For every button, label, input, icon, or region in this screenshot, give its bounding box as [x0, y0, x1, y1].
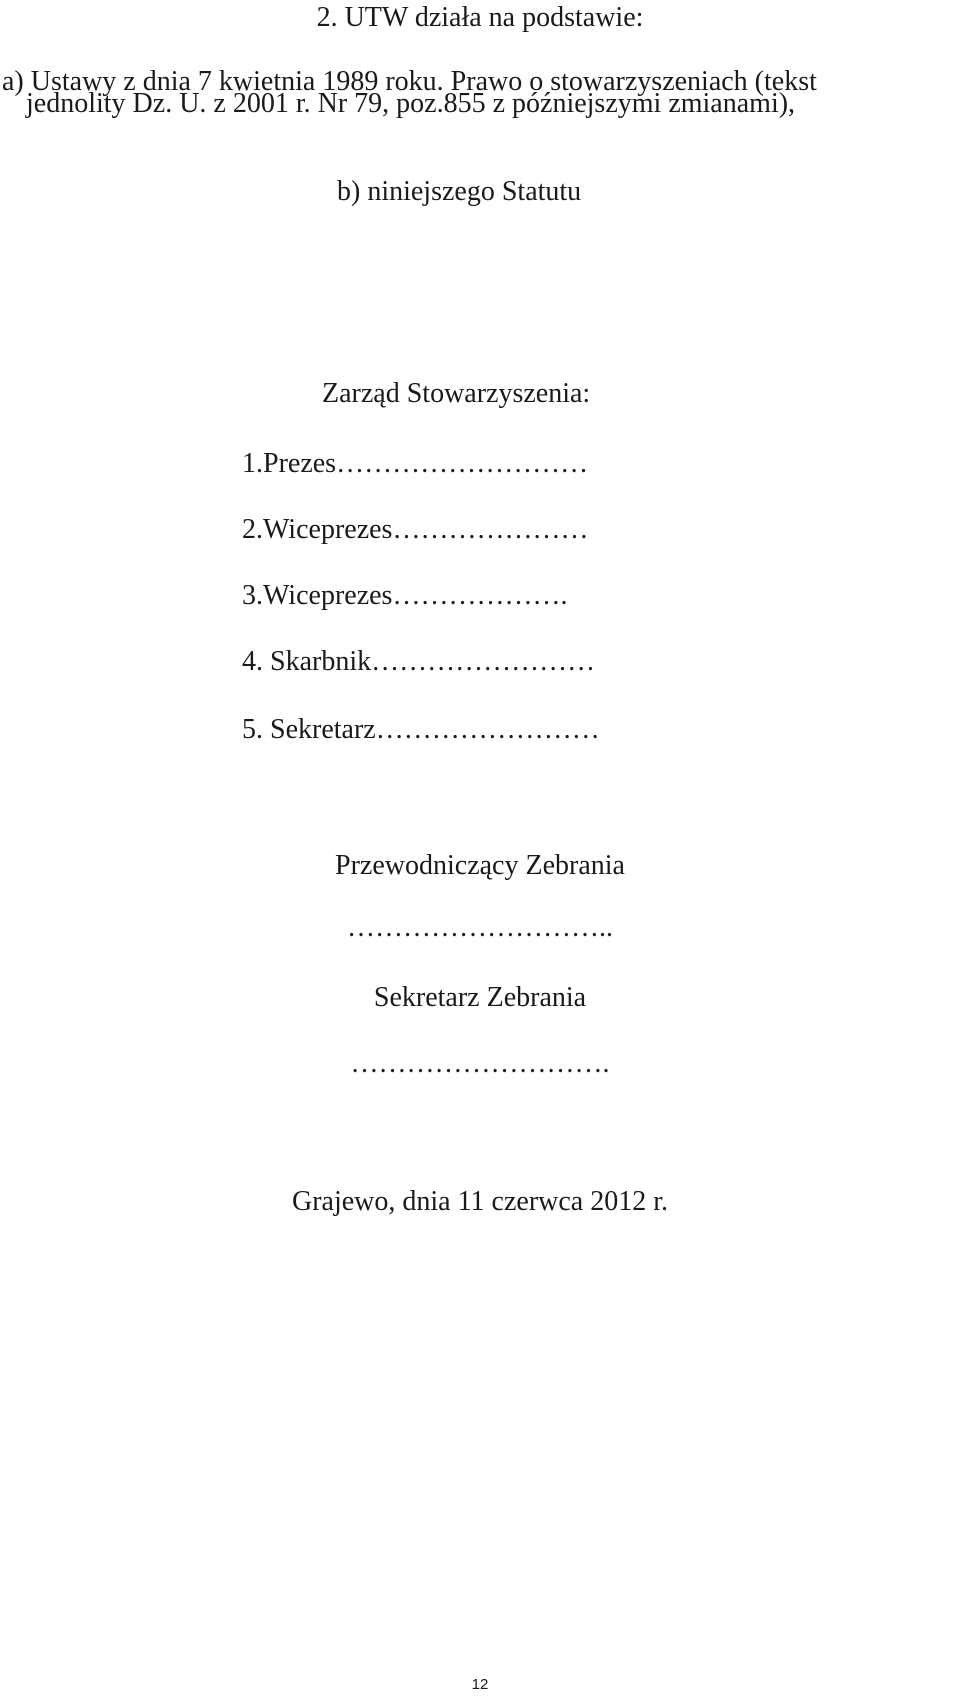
secretary-signature-line: ……………………….	[350, 1048, 610, 1079]
board-member-vice-president-2: 3.Wiceprezes……………….	[242, 580, 568, 611]
section-heading: 2. UTW działa na podstawie:	[316, 2, 644, 33]
item-a-line-2: jednolity Dz. U. z 2001 r. Nr 79, poz.855 z późniejszymi zmianami),	[26, 88, 796, 119]
board-member-vice-president-1: 2.Wiceprezes…………………	[242, 514, 589, 545]
chair-label: Przewodniczący Zebrania	[335, 850, 625, 881]
secretary-label: Sekretarz Zebrania	[373, 982, 587, 1013]
board-member-treasurer: 4. Skarbnik……………………	[242, 646, 596, 677]
item-b: b) niniejszego Statutu	[337, 176, 582, 207]
board-member-president: 1.Prezes………………………	[242, 448, 589, 479]
board-member-secretary: 5. Sekretarz……………………	[242, 714, 600, 745]
board-title: Zarząd Stowarzyszenia:	[322, 378, 591, 409]
chair-signature-line: ………………………..	[347, 912, 613, 943]
item-a-line-1: a) Ustawy z dnia 7 kwietnia 1989 roku. Prawo o stowarzyszeniach (tekst	[2, 66, 817, 97]
page-number: 12	[471, 1676, 489, 1693]
place-date: Grajewo, dnia 11 czerwca 2012 r.	[291, 1186, 669, 1217]
